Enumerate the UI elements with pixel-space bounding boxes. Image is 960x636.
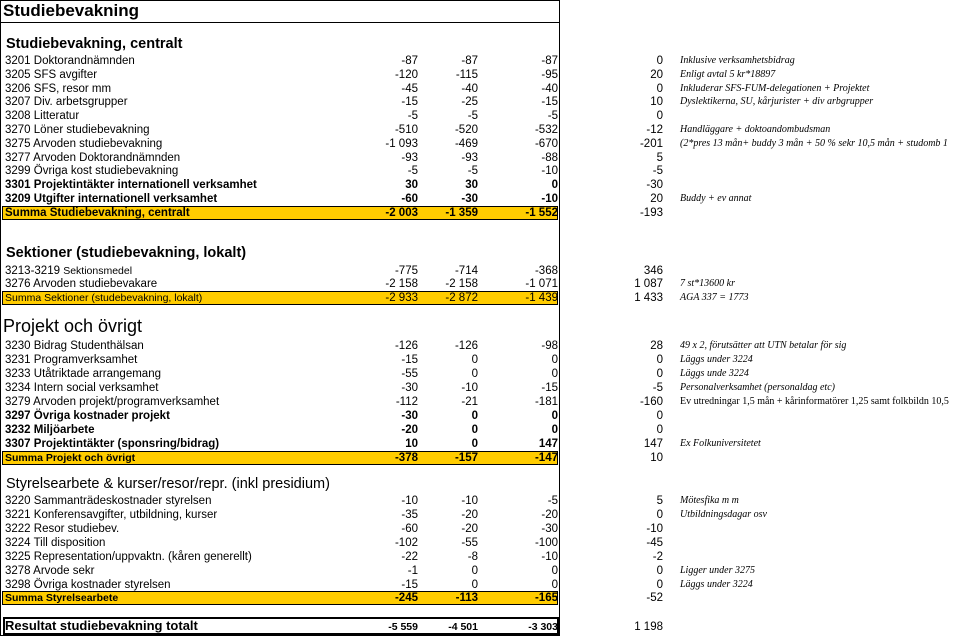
- row-value-2: -21: [461, 396, 478, 408]
- row-value-3: -98: [541, 340, 558, 352]
- row-label-sub: Sektionsmedel: [63, 265, 133, 277]
- row-value-2: -714: [454, 265, 478, 277]
- row-value-2: -93: [461, 151, 478, 164]
- row-value-1: -22: [401, 551, 418, 563]
- table-row: [0, 536, 960, 550]
- row-label: 3205 SFS avgifter: [5, 68, 98, 81]
- row-value-1: -15: [401, 96, 418, 109]
- row-value-4: -2: [652, 551, 663, 563]
- table-row: [0, 409, 960, 423]
- row-value-1: -2 158: [385, 278, 418, 290]
- row-value-1: -510: [394, 124, 418, 136]
- table-row: [0, 494, 960, 508]
- row-comment: Dyslektikerna, SU, kårjurister + div arbgrupper: [680, 96, 874, 108]
- row-value-4: 147: [643, 438, 663, 450]
- row-value-1: -60: [401, 523, 418, 535]
- row-value-2: -8: [467, 551, 478, 563]
- row-value-4: 0: [656, 509, 663, 521]
- summary-value-3: -1 552: [525, 207, 558, 219]
- row-value-4: 20: [650, 193, 663, 205]
- row-label: 3225 Representation/uppvaktn. (kåren generellt): [5, 551, 252, 563]
- summary-value-1: -2 933: [385, 292, 418, 304]
- row-value-4: 5: [656, 495, 663, 507]
- row-value-3: -95: [541, 68, 558, 81]
- table-row: [0, 508, 960, 522]
- row-value-4: 5: [656, 151, 663, 164]
- summary-value-1: -2 003: [385, 207, 418, 219]
- row-value-3: 0: [551, 354, 558, 366]
- row-value-2: 30: [465, 179, 478, 192]
- row-value-2: -10: [461, 495, 478, 507]
- summary-value-4: -52: [646, 592, 663, 604]
- row-value-3: -181: [534, 396, 558, 408]
- row-value-4: 1 087: [634, 278, 663, 290]
- row-label: 3275 Arvoden studiebevakning: [5, 137, 163, 150]
- row-value-3: -1 071: [525, 278, 558, 290]
- row-label: 3276 Arvoden studiebevakare: [5, 278, 158, 290]
- summary-value-1: -245: [394, 592, 418, 604]
- row-value-4: 28: [650, 340, 663, 352]
- table-row: [0, 277, 960, 291]
- table-row: [0, 381, 960, 395]
- row-label: 3231 Programverksamhet: [5, 354, 138, 366]
- row-value-3: -10: [541, 551, 558, 563]
- row-value-1: -5: [407, 110, 418, 123]
- result-value-4: 1 198: [634, 621, 663, 633]
- row-value-3: -532: [534, 124, 558, 136]
- row-label: 3209 Utgifter internationell verksamhet: [5, 193, 218, 205]
- row-value-2: -520: [454, 124, 478, 136]
- row-value-2: -25: [461, 96, 478, 109]
- row-value-3: -368: [534, 265, 558, 277]
- row-value-1: -30: [401, 382, 418, 394]
- row-comment: Läggs under 3224: [680, 354, 753, 365]
- row-value-3: -88: [541, 151, 558, 164]
- row-value-4: 0: [656, 579, 663, 591]
- row-value-3: -15: [541, 96, 558, 109]
- row-value-2: -469: [454, 137, 478, 150]
- row-value-4: -30: [646, 179, 663, 192]
- row-label: 3277 Arvoden Doktorandnämnden: [5, 151, 181, 164]
- summary-row-centralt: [0, 206, 960, 220]
- row-value-4: 20: [650, 68, 663, 81]
- row-value-4: -160: [639, 396, 663, 408]
- row-value-1: -35: [401, 509, 418, 521]
- row-value-1: -30: [401, 410, 418, 422]
- row-value-1: -120: [394, 68, 418, 81]
- row-value-2: -40: [461, 82, 478, 95]
- row-label: 3206 SFS, resor mm: [5, 82, 112, 95]
- page-title: Studiebevakning: [3, 1, 140, 20]
- summary-row-projekt: [0, 451, 960, 465]
- row-value-2: 0: [471, 438, 478, 450]
- row-value-4: 0: [656, 424, 663, 436]
- row-value-1: 30: [405, 179, 418, 192]
- row-value-2: -5: [467, 110, 478, 123]
- row-comment: Läggs unde 3224: [680, 368, 749, 379]
- row-comment: 7 st*13600 kr: [680, 278, 735, 289]
- row-value-2: -20: [461, 509, 478, 521]
- row-value-2: 0: [471, 424, 478, 436]
- table-row: [0, 550, 960, 564]
- row-label: 3301 Projektintäkter internationell verksamhet: [5, 179, 257, 192]
- result-label: Resultat studiebevakning totalt: [5, 618, 198, 633]
- summary-label: Summa Styrelsearbete: [5, 592, 119, 604]
- table-row: [0, 151, 960, 165]
- summary-comment: AGA 337 = 1773: [680, 292, 749, 303]
- summary-value-2: -157: [454, 452, 478, 464]
- table-row: [0, 339, 960, 353]
- result-row: [0, 617, 960, 635]
- table-row: [0, 423, 960, 437]
- row-value-3: -15: [541, 382, 558, 394]
- summary-value-2: -1 359: [445, 207, 478, 219]
- row-comment: Personalverksamhet (personaldag etc): [680, 382, 835, 393]
- row-value-3: -5: [547, 110, 558, 123]
- row-value-3: 147: [538, 438, 558, 450]
- row-value-1: -112: [395, 396, 418, 408]
- table-row: [0, 54, 960, 68]
- row-value-4: 10: [650, 96, 663, 109]
- row-comment: Buddy + ev annat: [680, 193, 752, 204]
- row-value-3: -5: [547, 495, 558, 507]
- row-comment: Mötesfika m m: [680, 495, 739, 506]
- summary-value-3: -147: [534, 452, 558, 464]
- row-value-3: -100: [534, 537, 558, 549]
- row-value-1: -1 093: [385, 137, 418, 150]
- section-heading-centralt: Studiebevakning, centralt: [6, 36, 183, 52]
- row-value-1: -87: [401, 55, 418, 67]
- row-value-3: -20: [541, 509, 558, 521]
- row-value-4: 346: [643, 265, 663, 277]
- row-comment: Ligger under 3275: [680, 565, 755, 576]
- row-value-4: -45: [646, 537, 663, 549]
- row-value-3: -30: [541, 523, 558, 535]
- summary-value-1: -378: [394, 452, 418, 464]
- row-label: 3224 Till disposition: [5, 537, 106, 549]
- row-value-4: 0: [656, 55, 663, 67]
- row-value-4: -12: [646, 124, 663, 136]
- table-row: [0, 578, 960, 592]
- row-value-2: 0: [471, 368, 478, 380]
- row-comment: Ev utredningar 1,5 mån + kårinformatörer 1,25 samt folkbildn 10,5: [680, 396, 949, 407]
- row-comment: Utbildningsdagar osv: [680, 509, 767, 520]
- table-row: [0, 137, 960, 151]
- summary-label: Summa Studiebevakning, centralt: [5, 207, 190, 219]
- row-comment: Inkluderar SFS-FUM-delegationen + Projektet: [680, 82, 870, 94]
- row-label: 3278 Arvode sekr: [5, 565, 95, 577]
- row-label: 3297 Övriga kostnader projekt: [5, 410, 170, 422]
- table-row: [0, 109, 960, 123]
- row-value-4: -5: [652, 382, 663, 394]
- row-comment: Enligt avtal 5 kr*18897: [680, 68, 776, 80]
- row-value-2: -30: [461, 193, 478, 205]
- row-value-3: 0: [551, 424, 558, 436]
- row-label: 3307 Projektintäkter (sponsring/bidrag): [5, 438, 220, 450]
- row-value-2: -5: [467, 165, 478, 178]
- row-label: 3298 Övriga kostnader styrelsen: [5, 579, 171, 591]
- row-value-1: -20: [401, 424, 418, 436]
- row-value-1: -5: [407, 165, 418, 178]
- row-value-1: -15: [401, 354, 418, 366]
- row-comment: Ex Folkuniversitetet: [680, 438, 761, 449]
- row-label: 3207 Div. arbetsgrupper: [5, 96, 128, 109]
- row-value-1: -1: [407, 565, 418, 577]
- table-row: [0, 264, 960, 278]
- row-label: 3201 Doktorandnämnden: [5, 55, 135, 67]
- row-value-2: 0: [471, 354, 478, 366]
- row-value-1: -10: [401, 495, 418, 507]
- table-row: [0, 192, 960, 206]
- row-label: 3299 Övriga kost studiebevakning: [5, 165, 179, 178]
- section-heading-lokalt: Sektioner (studiebevakning, lokalt): [6, 245, 247, 261]
- row-value-2: -10: [461, 382, 478, 394]
- summary-value-2: -113: [455, 592, 478, 604]
- row-label: 3220 Sammanträdeskostnader styrelsen: [5, 495, 212, 507]
- row-value-4: 0: [656, 368, 663, 380]
- row-value-3: -10: [541, 165, 558, 178]
- row-value-4: 0: [656, 410, 663, 422]
- row-value-4: 0: [656, 110, 663, 123]
- row-value-2: -2 158: [445, 278, 478, 290]
- result-value-3: -3 303: [528, 621, 558, 633]
- table-row: [0, 564, 960, 578]
- row-value-3: 0: [551, 410, 558, 422]
- row-comment: Inklusive verksamhetsbidrag: [680, 55, 795, 66]
- row-comment: 49 x 2, förutsätter att UTN betalar för sig: [680, 340, 847, 351]
- row-value-3: -670: [534, 137, 558, 150]
- row-value-2: -87: [461, 55, 478, 67]
- row-value-4: -10: [646, 523, 663, 535]
- row-label: 3230 Bidrag Studenthälsan: [5, 340, 144, 352]
- row-comment: Läggs under 3224: [680, 579, 753, 590]
- table-row: [0, 164, 960, 178]
- row-value-3: 0: [551, 368, 558, 380]
- summary-value-2: -2 872: [445, 292, 478, 304]
- summary-label: Summa Projekt och övrigt: [5, 452, 136, 464]
- row-label: 3233 Utåtriktade arrangemang: [5, 368, 161, 380]
- row-value-3: -10: [541, 193, 558, 205]
- row-value-1: -45: [401, 82, 418, 95]
- row-value-1: -126: [394, 340, 418, 352]
- row-label: 3222 Resor studiebev.: [5, 523, 120, 535]
- table-row: [0, 437, 960, 451]
- row-value-2: -126: [454, 340, 478, 352]
- summary-value-4: -193: [639, 207, 663, 219]
- row-value-2: 0: [471, 410, 478, 422]
- row-value-3: -40: [541, 82, 558, 95]
- row-value-2: 0: [471, 579, 478, 591]
- row-label: 3270 Löner studiebevakning: [5, 124, 150, 136]
- table-row: [0, 68, 960, 82]
- row-label: 3213-3219: [5, 265, 60, 277]
- table-row: [0, 82, 960, 96]
- result-value-1: -5 559: [388, 621, 418, 633]
- summary-label: Summa Sektioner (studebevakning, lokalt): [5, 292, 203, 304]
- table-row: [0, 367, 960, 381]
- row-value-4: 0: [656, 565, 663, 577]
- table-row: [0, 522, 960, 536]
- table-row: [0, 123, 960, 137]
- row-label: 3279 Arvoden projekt/programverksamhet: [5, 396, 220, 408]
- row-value-2: -55: [461, 537, 478, 549]
- section-heading-styrelse: Styrelsearbete & kurser/resor/repr. (inkl presidium): [6, 476, 330, 492]
- section-heading-projekt: Projekt och övrigt: [3, 316, 143, 336]
- result-value-2: -4 501: [448, 621, 478, 633]
- row-value-1: -93: [401, 151, 418, 164]
- row-value-3: -87: [541, 55, 558, 67]
- table-row: [0, 178, 960, 192]
- summary-value-3: -1 439: [525, 292, 558, 304]
- row-value-1: -102: [394, 537, 418, 549]
- table-row: [0, 395, 960, 409]
- row-label: 3232 Miljöarbete: [5, 424, 95, 436]
- row-label: 3208 Litteratur: [5, 110, 80, 123]
- row-value-2: 0: [471, 565, 478, 577]
- row-value-3: 0: [551, 179, 558, 192]
- row-label: 3221 Konferensavgifter, utbildning, kurser: [5, 509, 218, 521]
- row-value-3: 0: [551, 579, 558, 591]
- summary-row-lokalt: [0, 291, 960, 305]
- divider: [0, 22, 560, 23]
- summary-value-4: 10: [650, 452, 663, 464]
- row-value-1: -15: [401, 579, 418, 591]
- summary-value-4: 1 433: [634, 292, 663, 304]
- row-value-4: -5: [652, 165, 663, 178]
- row-value-1: -60: [401, 193, 418, 205]
- row-value-1: -55: [401, 368, 418, 380]
- row-comment: Handläggare + doktoandombudsman: [680, 124, 831, 135]
- table-row: [0, 95, 960, 109]
- row-value-4: -201: [639, 137, 663, 150]
- row-label: 3234 Intern social verksamhet: [5, 382, 159, 394]
- row-value-3: 0: [551, 565, 558, 577]
- summary-value-3: -165: [534, 592, 558, 604]
- row-value-1: 10: [405, 438, 418, 450]
- row-value-2: -20: [461, 523, 478, 535]
- table-row: [0, 353, 960, 367]
- row-value-1: -775: [394, 265, 418, 277]
- summary-row-styrelse: [0, 591, 960, 605]
- row-comment: (2*pres 13 mån+ buddy 3 mån + 50 % sekr 10,5 mån + studomb 1: [680, 137, 948, 149]
- row-value-2: -115: [455, 68, 478, 81]
- row-value-4: 0: [656, 354, 663, 366]
- row-value-4: 0: [656, 82, 663, 95]
